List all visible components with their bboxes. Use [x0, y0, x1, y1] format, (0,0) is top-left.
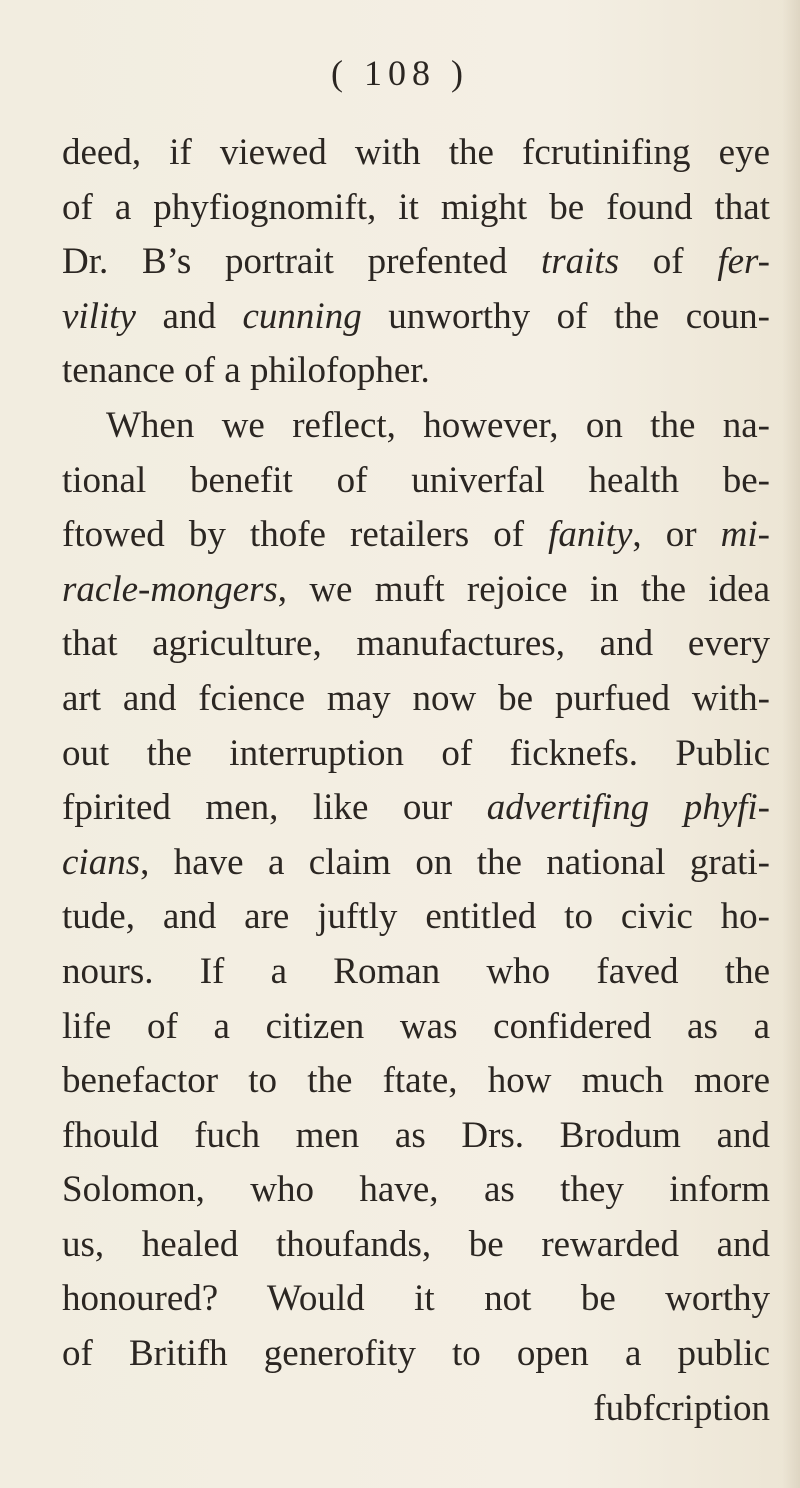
text-segment: fubfcription — [593, 1387, 770, 1429]
text-segment: of — [619, 241, 718, 283]
text-line — [62, 563, 770, 618]
text-segment: , or — [632, 514, 721, 556]
text-segment: ftowed by thofe retailers of — [62, 514, 549, 556]
text-segment: that agriculture, manufactures, and every — [62, 623, 770, 665]
text-segment: and — [135, 295, 243, 337]
text-segment: life of a citizen was confidered as a — [62, 1005, 770, 1047]
text-line — [62, 836, 770, 891]
body-text — [62, 126, 770, 1436]
italic-text: mi- — [720, 514, 770, 556]
text-line — [62, 126, 770, 181]
text-line — [62, 945, 770, 1000]
text-segment: Solomon, who have, as they inform — [62, 1169, 770, 1211]
text-line — [62, 890, 770, 945]
text-segment: tional benefit of univerfal health be- — [62, 459, 770, 501]
text-line — [62, 1272, 770, 1327]
italic-text: cians — [62, 841, 141, 883]
text-line — [62, 1163, 770, 1218]
page-number: ( 108 ) — [331, 53, 469, 93]
text-segment: honoured? Would it not be worthy — [62, 1278, 770, 1320]
italic-text: vility — [62, 295, 136, 337]
text-line — [62, 235, 770, 290]
text-segment: out the interruption of ficknefs. Public — [62, 732, 770, 774]
text-segment: of Britifh generofity to open a public — [62, 1333, 770, 1375]
text-line — [62, 1382, 770, 1437]
text-line — [62, 454, 770, 509]
text-line — [62, 399, 770, 454]
text-line — [62, 1000, 770, 1055]
text-segment: tude, and are juftly entitled to civic ho- — [62, 896, 770, 938]
text-segment: nours. If a Roman who faved the — [62, 950, 770, 992]
text-line — [62, 181, 770, 236]
text-line — [62, 727, 770, 782]
italic-text: racle-mongers — [62, 568, 278, 610]
text-segment: Dr. B’s portrait prefented — [62, 241, 541, 283]
text-segment: art and fcience may now be purfued with- — [62, 677, 770, 719]
text-line — [62, 617, 770, 672]
text-line — [62, 344, 770, 399]
text-line — [62, 1327, 770, 1382]
italic-text: fer- — [717, 241, 770, 283]
text-segment: , have a claim on the national grati- — [140, 841, 770, 883]
text-segment: fpirited men, like our — [62, 787, 487, 829]
text-line — [62, 1218, 770, 1273]
italic-text: traits — [540, 241, 620, 283]
text-line — [62, 508, 770, 563]
text-segment: benefactor to the ftate, how much more — [62, 1060, 770, 1102]
text-segment: deed, if viewed with the fcrutinifing eye — [62, 132, 770, 173]
text-segment: fhould fuch men as Drs. Brodum and — [62, 1114, 770, 1156]
text-segment: unworthy of the coun- — [361, 295, 770, 337]
text-segment: , we muft rejoice in the idea — [277, 568, 770, 610]
text-line — [62, 781, 770, 836]
text-segment: of a phyfiognomift, it might be found that — [62, 186, 770, 228]
text-line — [62, 672, 770, 727]
text-line — [62, 1054, 770, 1109]
text-line — [62, 290, 770, 345]
text-segment: When we reflect, however, on the na- — [106, 404, 770, 446]
page-edge-shadow — [782, 0, 800, 1488]
italic-text: advertifing phyfi- — [486, 787, 770, 829]
text-line — [62, 1109, 770, 1164]
text-segment: tenance of a philofopher. — [62, 350, 430, 392]
italic-text: cunning — [242, 295, 362, 337]
text-segment: us, healed thoufands, be rewarded and — [62, 1223, 770, 1265]
italic-text: fanity — [548, 514, 633, 556]
